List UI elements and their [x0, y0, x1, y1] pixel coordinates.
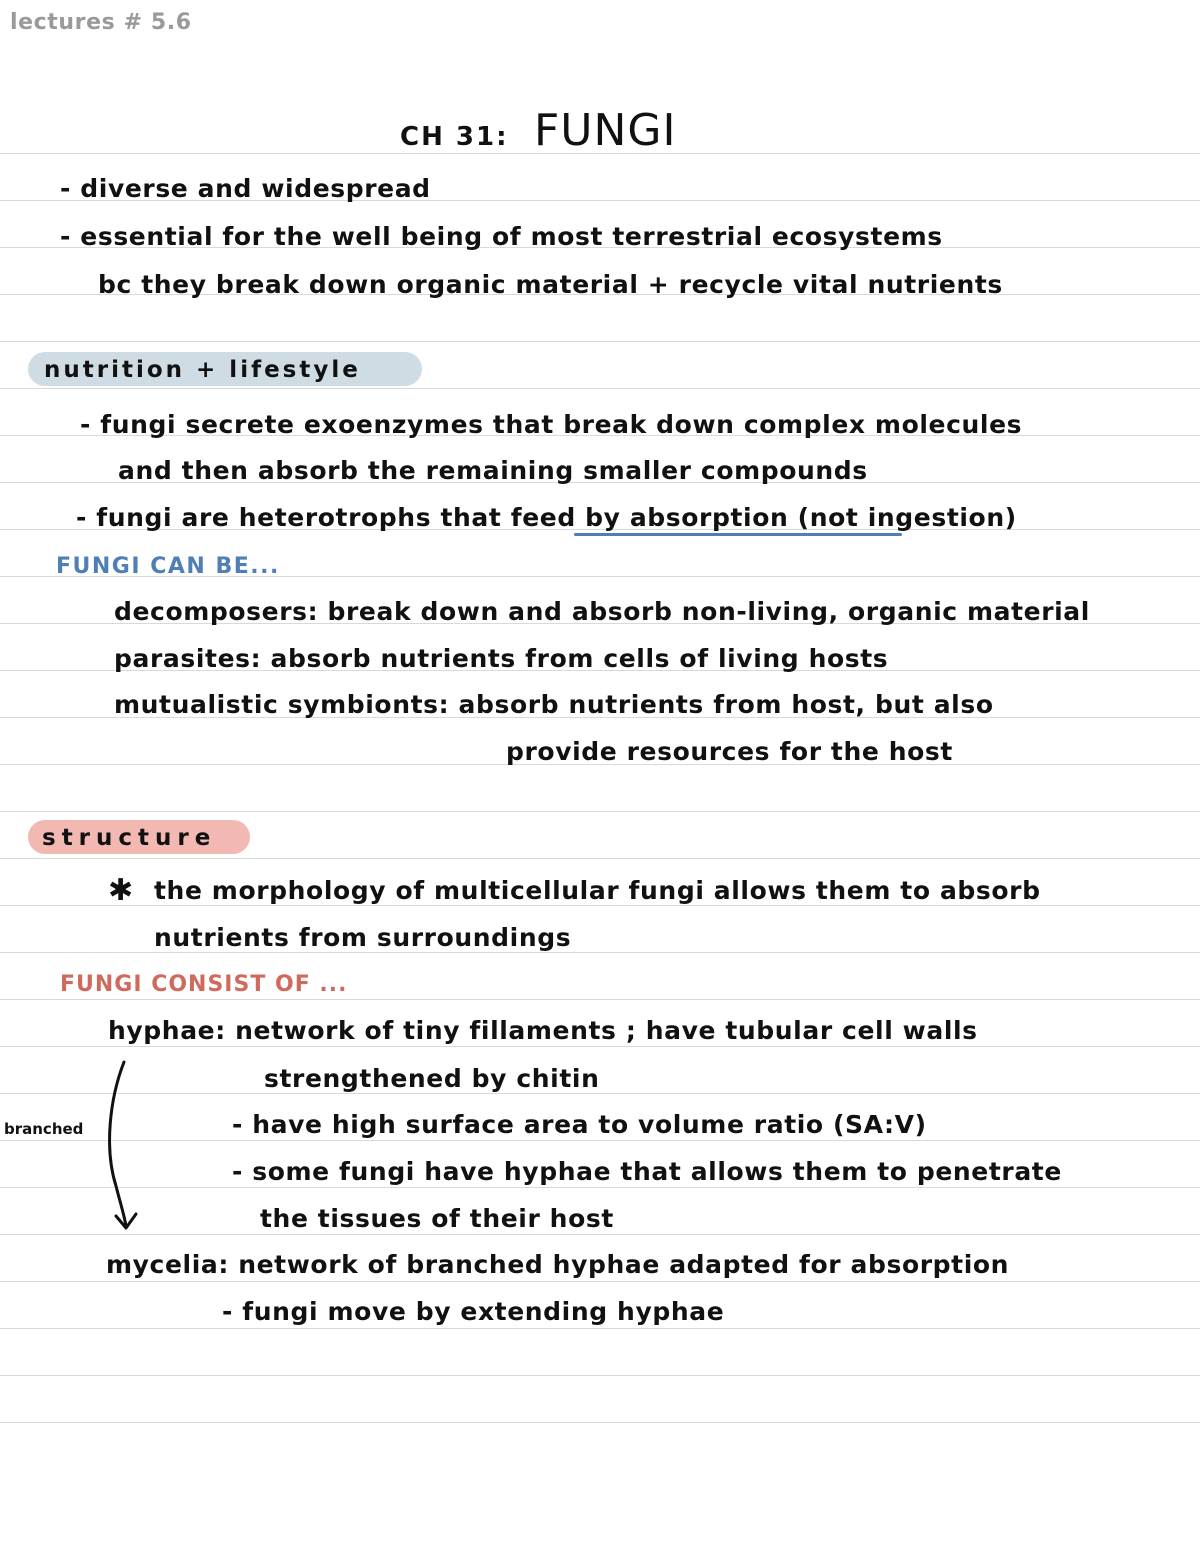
ruled-line: [0, 811, 1200, 812]
ruled-line: [0, 1093, 1200, 1094]
ruled-line: [0, 1046, 1200, 1047]
hyphae-line: hyphae: network of tiny fillaments ; have tubular cell walls: [108, 1016, 978, 1045]
mycelia-line: - fungi move by extending hyphae: [222, 1297, 725, 1326]
branched-label: branched: [4, 1120, 84, 1138]
hyphae-line: - have high surface area to volume ratio (SA:V): [232, 1110, 927, 1139]
page-title: FUNGI: [534, 105, 677, 156]
nutrition-point: and then absorb the remaining smaller compounds: [118, 456, 868, 485]
ruled-line: [0, 388, 1200, 389]
hyphae-line: - some fungi have hyphae that allows them to penetrate: [232, 1157, 1062, 1186]
intro-line: - essential for the well being of most terrestrial ecosystems: [60, 222, 943, 251]
fungi-type: mutualistic symbionts: absorb nutrients from host, but also: [114, 690, 994, 719]
ruled-line: [0, 1422, 1200, 1423]
hyphae-line: the tissues of their host: [260, 1204, 614, 1233]
ruled-line: [0, 858, 1200, 859]
intro-line: - diverse and widespread: [60, 174, 431, 203]
fungi-type: parasites: absorb nutrients from cells of living hosts: [114, 644, 889, 673]
fungi-type: provide resources for the host: [506, 737, 953, 766]
down-arrow-icon: [100, 1058, 144, 1238]
ruled-line: [0, 1328, 1200, 1329]
intro-line: bc they break down organic material + recycle vital nutrients: [98, 270, 1003, 299]
underline-feed-by-absorption: [574, 533, 902, 536]
ruled-line: [0, 1281, 1200, 1282]
ruled-line: [0, 1140, 1200, 1141]
fungi-type: decomposers: break down and absorb non-living, organic material: [114, 597, 1090, 626]
chapter-label: CH 31:: [400, 122, 509, 152]
structure-point: the morphology of multicellular fungi allows them to absorb: [154, 876, 1041, 905]
section-heading-nutrition: nutrition + lifestyle: [44, 357, 361, 383]
star-icon: ✱: [108, 873, 134, 908]
page-header: lectures # 5.6: [10, 10, 192, 35]
mycelia-line: mycelia: network of branched hyphae adapted for absorption: [106, 1250, 1010, 1279]
structure-point: nutrients from surroundings: [154, 923, 572, 952]
ruled-line: [0, 1187, 1200, 1188]
ruled-line: [0, 1234, 1200, 1235]
hyphae-line: strengthened by chitin: [264, 1064, 600, 1093]
nutrition-point: - fungi are heterotrophs that feed by absorption (not ingestion): [76, 503, 1017, 532]
section-heading-structure: structure: [42, 825, 217, 851]
ruled-line: [0, 1375, 1200, 1376]
subheading-fungi-can-be: FUNGI CAN BE...: [56, 554, 280, 579]
ruled-line: [0, 341, 1200, 342]
subheading-fungi-consist-of: FUNGI CONSIST OF ...: [60, 972, 348, 997]
nutrition-point: - fungi secrete exoenzymes that break down complex molecules: [80, 410, 1023, 439]
